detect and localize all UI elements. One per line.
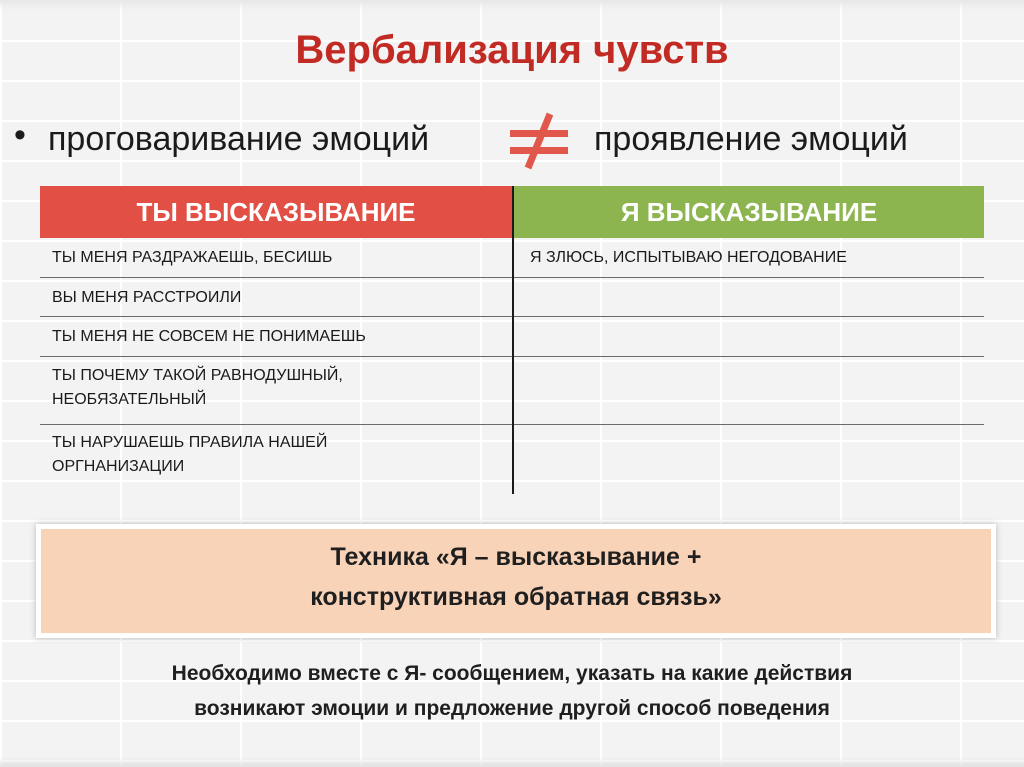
technique-line-1: Техника «Я – высказывание + bbox=[330, 543, 702, 571]
technique-line-2: конструктивная обратная связь» bbox=[310, 583, 722, 611]
comparison-bullet bbox=[14, 116, 1014, 164]
slide-bottom-shadow bbox=[0, 757, 1024, 767]
table-cell-line: НЕОБЯЗАТЕЛЬНЫЙ bbox=[52, 391, 207, 408]
table-cell-line: ТЫ ПОЧЕМУ ТАКОЙ РАВНОДУШНЫЙ, bbox=[52, 367, 343, 384]
bullet-left-text: проговаривание эмоций bbox=[48, 120, 430, 158]
table-cell-ty bbox=[52, 364, 502, 412]
slide-title: Вербализация чувств bbox=[295, 28, 729, 72]
table-cell-line: ТЫ НАРУШАЕШЬ ПРАВИЛА НАШЕЙ bbox=[52, 434, 328, 451]
not-equal-icon bbox=[498, 110, 578, 170]
table-cell-ty bbox=[52, 431, 502, 479]
table-cell-ty: ТЫ МЕНЯ НЕ СОВСЕМ НЕ ПОНИМАЕШЬ bbox=[52, 328, 366, 345]
bullet-right-text: проявление эмоций bbox=[594, 120, 908, 158]
table-cell-line: ОРГНАНИЗАЦИИ bbox=[52, 458, 185, 475]
slide-top-shadow bbox=[0, 0, 1024, 10]
table-cell-ty: ВЫ МЕНЯ РАССТРОИЛИ bbox=[52, 289, 242, 306]
ya-statement-header: Я ВЫСКАЗЫВАНИЕ bbox=[514, 186, 984, 238]
ty-statement-header: ТЫ ВЫСКАЗЫВАНИЕ bbox=[40, 186, 512, 238]
footer-line-1: Необходимо вместе с Я- сообщением, указать на какие действия bbox=[171, 662, 853, 685]
comparison-table bbox=[40, 186, 984, 494]
technique-callout bbox=[36, 524, 996, 638]
table-cell-ty: ТЫ МЕНЯ РАЗДРАЖАЕШЬ, БЕСИШЬ bbox=[52, 249, 333, 266]
table-cell-ya: Я ЗЛЮСЬ, ИСПЫТЫВАЮ НЕГОДОВАНИЕ bbox=[530, 249, 847, 266]
bullet-marker: • bbox=[14, 116, 26, 154]
footer-line-2: возникают эмоции и предложение другой способ поведения bbox=[194, 697, 830, 720]
table-column-divider bbox=[512, 186, 514, 494]
